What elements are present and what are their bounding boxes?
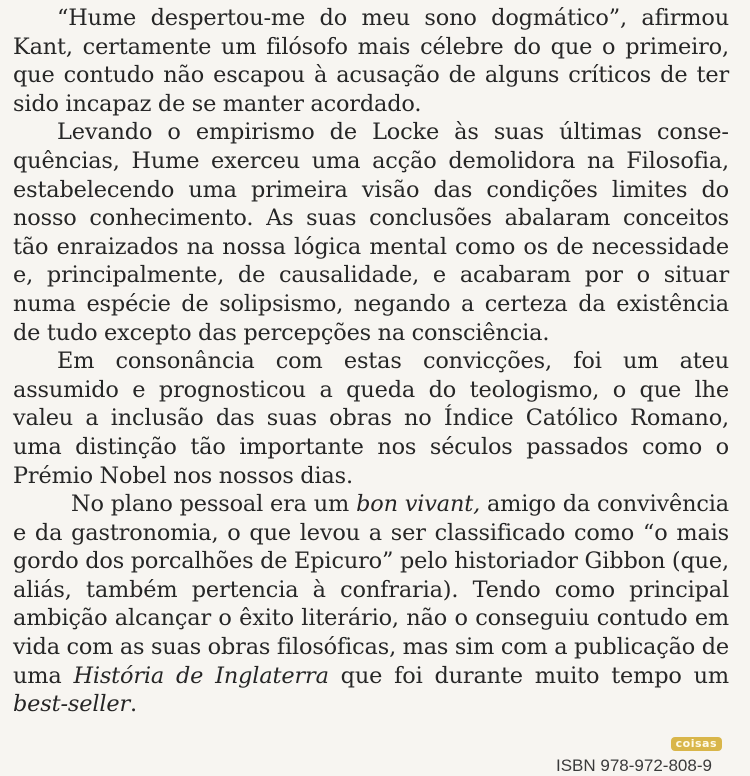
paragraph-1: “Hume despertou-me do meu sono dogmático”, afirmou Kant, certamente um filósofo mais célebre do que o primeiro, que contudo não escapou à acusação de alguns críticos de ter sido incapaz de se manter acordado. — [13, 5, 729, 117]
body-text — [13, 4, 729, 719]
paragraph-4 — [13, 490, 729, 719]
paragraph-2: Levando o empirismo de Locke às suas últimas consequências, Hume exerceu uma acção demolidora na Filosofia, estabelecendo uma primeira visão das condições limites do nosso conhecimento. As suas conclusões abalaram conceitos tão enraizados na nossa lógica mental como os de necessidade e, principalmente, de causalidade, e acabaram por o situar numa espécie de solipsismo, negando a certeza da existência de tudo excepto das percepções na consciência. — [13, 119, 729, 346]
italic-book-title: História de Inglaterra — [73, 662, 329, 689]
italic-best-seller: best-seller — [13, 691, 131, 718]
paragraph-4-text-2: amigo da convivência e da gastronomia, o que levou a ser classificado como “o mais gordo dos porcalhões de Epicuro” pelo historiador Gibbon (que, aliás, também pertencia à confraria). Tendo como principal ambição alcançar o êxito literário, não o conseguiu contudo em vida com as suas obras filosóficas, mas sim com a publicação de uma — [13, 491, 729, 689]
paragraph-4-text-3: que foi durante muito tempo um — [328, 662, 729, 689]
coisas-watermark: coisas — [671, 737, 722, 751]
paragraph-4-text-4: . — [130, 691, 137, 718]
paragraph-3: Em consonância com estas convicções, foi um ateu assumido e prognosticou a queda do teologismo, o que lhe valeu a inclusão das suas obras no Índice Católico Romano, uma distinção tão importante nos séculos passados como o Prémio Nobel nos nossos dias. — [13, 348, 729, 489]
paragraph-4-text-1: No plano pessoal era um — [71, 491, 357, 518]
italic-bon-vivant: bon vivant, — [356, 491, 481, 518]
isbn-text: ISBN 978-972-808-9 — [556, 756, 712, 775]
